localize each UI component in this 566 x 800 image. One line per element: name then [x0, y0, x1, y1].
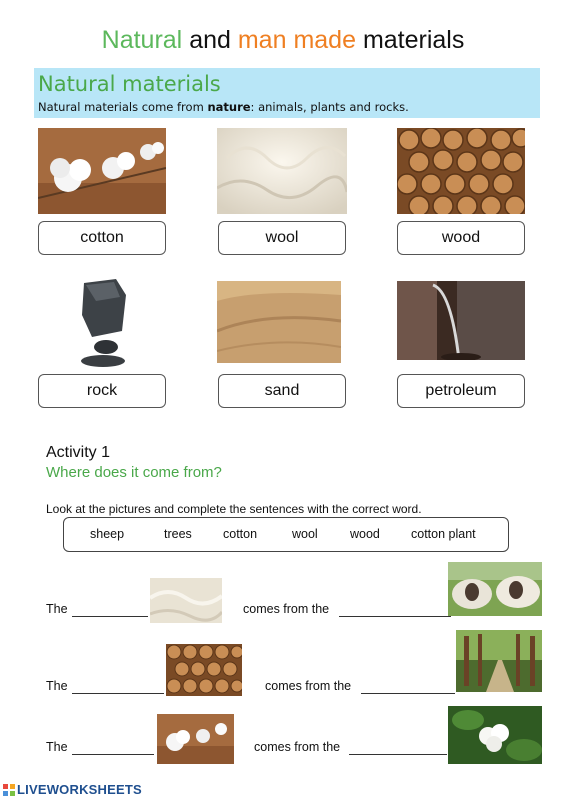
label-box-petroleum: petroleum [397, 374, 525, 408]
label-box-wood: wood [397, 221, 525, 255]
answer-field-material-3[interactable] [72, 741, 154, 755]
sentence-middle: comes from the [265, 679, 352, 693]
petroleum-image [397, 281, 525, 360]
word-bank-item: sheep [90, 527, 125, 541]
footer-brand-text: LIVEWORKSHEETS [17, 782, 142, 797]
liveworksheets-logo-icon [3, 784, 15, 796]
rock-image [76, 275, 130, 367]
activity-instruction: Look at the pictures and complete the sentences with the correct word. [46, 502, 422, 516]
wool-small-image [150, 578, 222, 623]
answer-field-source-1[interactable] [339, 603, 451, 617]
label-box-rock: rock [38, 374, 166, 408]
section-description [38, 100, 409, 114]
label-box-sand: sand [218, 374, 346, 408]
wood-image [397, 128, 525, 214]
label-box-cotton: cotton [38, 221, 166, 255]
description-text: Natural materials come from [38, 100, 208, 114]
trees-image [456, 630, 542, 692]
activity-subtitle: Where does it come from? [46, 464, 222, 481]
activity-title: Activity 1 [46, 444, 111, 461]
answer-field-material-1[interactable] [72, 603, 148, 617]
word-bank-item: cotton [223, 527, 258, 541]
sand-image [217, 281, 341, 363]
title-word-man-made: man made [237, 26, 356, 54]
section-banner [34, 68, 540, 118]
sentence-start: The [46, 602, 68, 616]
word-bank [63, 517, 509, 552]
word-bank-item: trees [164, 527, 192, 541]
wool-image [217, 128, 347, 214]
sheep-image [448, 562, 542, 616]
sentence-start: The [46, 679, 68, 693]
section-heading: Natural materials [38, 72, 221, 96]
answer-field-source-2[interactable] [361, 680, 455, 694]
title-word-natural: Natural [101, 26, 183, 54]
title-word-materials: materials [362, 26, 465, 54]
word-bank-item: cotton plant [411, 527, 476, 541]
cotton-image [38, 128, 166, 214]
page-title [0, 26, 566, 55]
word-bank-item: wood [350, 527, 380, 541]
footer-brand [3, 782, 142, 797]
word-bank-item: wool [292, 527, 318, 541]
cotton-small-image [157, 714, 234, 764]
title-word-and: and [189, 26, 231, 54]
answer-field-source-3[interactable] [349, 741, 447, 755]
sentence-start: The [46, 740, 68, 754]
sentence-middle: comes from the [243, 602, 330, 616]
label-box-wool: wool [218, 221, 346, 255]
description-text-end: : animals, plants and rocks. [250, 100, 409, 114]
answer-field-material-2[interactable] [72, 680, 164, 694]
sentence-middle: comes from the [254, 740, 341, 754]
wood-small-image [166, 644, 242, 696]
cotton-plant-image [448, 706, 542, 764]
description-bold-text: nature [207, 100, 251, 114]
